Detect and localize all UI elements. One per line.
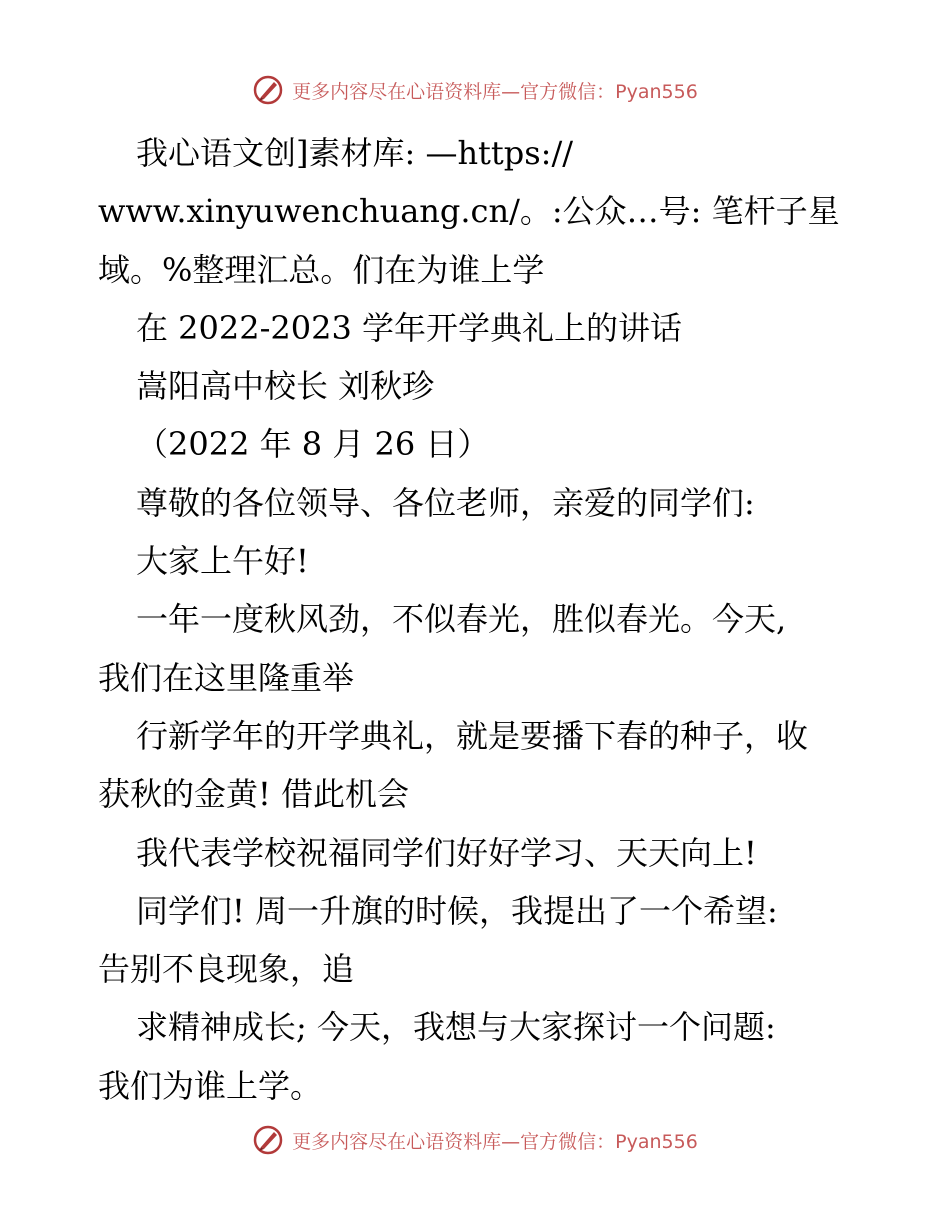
header-banner — [0, 70, 950, 110]
header-banner-wechat: Pyan556 — [615, 80, 698, 103]
footer-banner-text — [292, 1127, 698, 1154]
document-body — [98, 124, 868, 1115]
text-line: 尊敬的各位领导、各位老师，亲爱的同学们: — [136, 483, 755, 522]
text-line: 我代表学校祝福同学们好好学习、天天向上! — [136, 833, 757, 872]
footer-banner-label: 更多内容尽在心语资料库—官方微信： — [292, 1130, 616, 1153]
text-line: 告别不良现象，追 — [98, 950, 355, 989]
text-line: www.xinyuwenchuang.cn/。:公众…号: 笔杆子星 — [98, 192, 840, 231]
text-line: 行新学年的开学典礼，就是要播下春的种子，收 — [136, 716, 809, 755]
text-line: 我们在这里隆重举 — [98, 658, 355, 697]
text-line: 一年一度秋风劲，不似春光，胜似春光。今天, — [136, 600, 787, 639]
header-banner-label: 更多内容尽在心语资料库—官方微信： — [292, 80, 616, 103]
text-line: 嵩阳高中校长 刘秋珍 — [136, 367, 435, 406]
text-line: 同学们! 周一升旗的时候，我提出了一个希望: — [136, 891, 778, 930]
text-line: （2022 年 8 月 26 日） — [136, 425, 490, 464]
text-line: 求精神成长; 今天，我想与大家探讨一个问题: — [136, 1008, 776, 1047]
quill-pen-logo-icon — [252, 1124, 284, 1156]
text-line: 我们为谁上学。 — [98, 1066, 323, 1105]
text-line: 我心语文创]素材库: —https:// — [136, 134, 574, 172]
text-line: 获秋的金黄! 借此机会 — [98, 775, 410, 814]
text-line: 域。%整理汇总。们在为谁上学 — [98, 250, 545, 289]
text-line: 在 2022-2023 学年开学典礼上的讲话 — [136, 308, 683, 347]
text-line: 大家上午好! — [136, 542, 309, 581]
quill-pen-logo-icon — [252, 74, 284, 106]
footer-banner — [0, 1120, 950, 1160]
footer-banner-wechat: Pyan556 — [615, 1130, 698, 1153]
header-banner-text — [292, 77, 698, 104]
